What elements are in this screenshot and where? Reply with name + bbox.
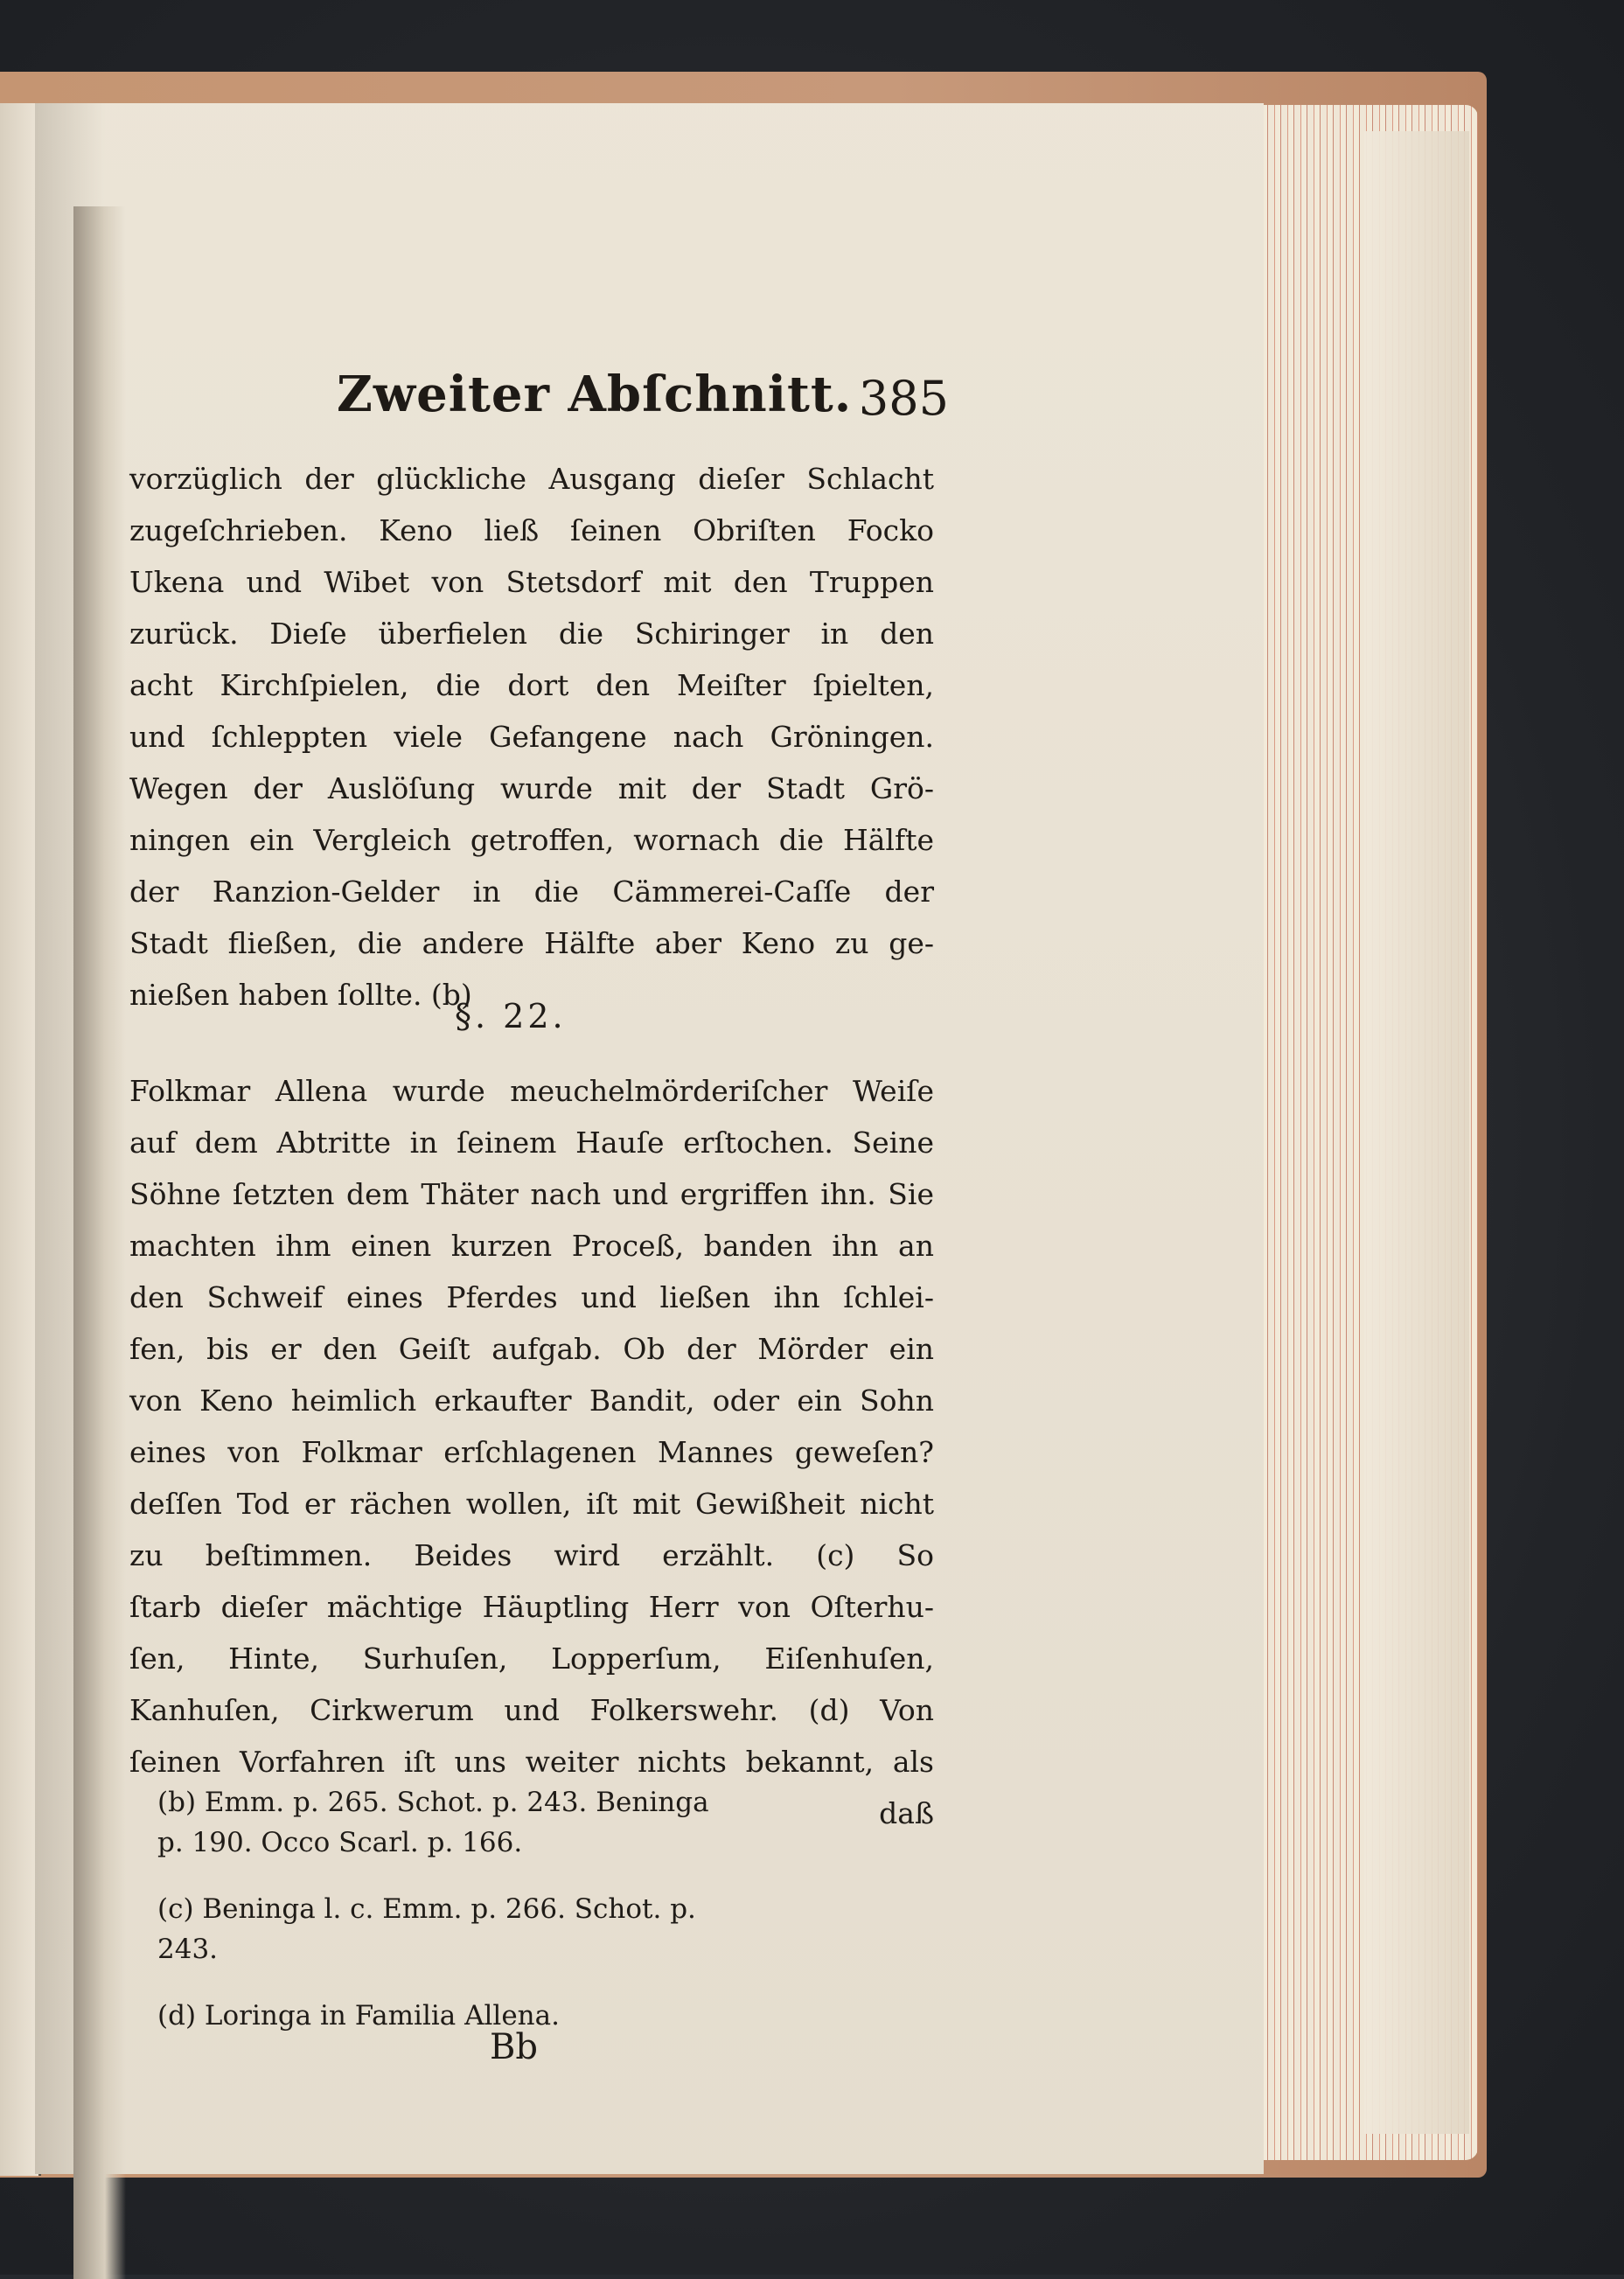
body-text-top (129, 453, 934, 1021)
text-line: zugeſchrieben. Keno ließ ſeinen Obriſten Focko (129, 513, 934, 547)
footnote-b (157, 1782, 927, 1863)
text-line: ſtarb dieſer mächtige Häuptling Herr von Oſterhu- (129, 1590, 934, 1624)
footnote-line: (c) Beninga l. c. Emm. p. 266. Schot. p. (157, 1893, 696, 1925)
text-line: Folkmar Allena wurde meuchelmörderiſcher Weiſe (129, 1074, 934, 1108)
footnote-c (157, 1889, 927, 1969)
running-title: Zweiter Abſchnitt. (337, 366, 853, 423)
text-line: auf dem Abtritte in ſeinem Hauſe erſtochen. Seine (129, 1126, 934, 1160)
text-line: eines von Folkmar erſchlagenen Mannes geweſen? (129, 1435, 934, 1469)
text-line: deſſen Tod er rächen wollen, iſt mit Gewißheit nicht (129, 1487, 934, 1521)
text-line: Wegen der Auslöſung wurde mit der Stadt Grö- (129, 771, 934, 805)
footnote-line: (b) Emm. p. 265. Schot. p. 243. Beninga (157, 1787, 709, 1818)
footnotes (157, 1782, 927, 2062)
text-line: ningen ein Vergleich getroffen, wornach die Hälfte (129, 823, 934, 857)
text-line: ſen, Hinte, Surhuſen, Lopperſum, Eiſenhuſen, (129, 1641, 934, 1676)
footnote-d (157, 1996, 927, 2036)
text-line: und ſchleppten viele Gefangene nach Gröningen. (129, 720, 934, 754)
signature-mark: Bb (490, 2027, 538, 2067)
page-edges-highlight (1364, 131, 1469, 2134)
text-line: Söhne ſetzten dem Thäter nach und ergriffen ihn. Sie (129, 1177, 934, 1211)
text-line: den Schweif eines Pferdes und ließen ihn ſchlei- (129, 1280, 934, 1314)
text-line: von Keno heimlich erkaufter Bandit, oder ein Sohn (129, 1383, 934, 1418)
page-number: 385 (858, 371, 949, 426)
text-line: der Ranzion-Gelder in die Cämmerei-Caſſe der (129, 875, 934, 909)
section-heading: §. 22. (455, 997, 567, 1035)
body-text-bottom (129, 1065, 934, 1839)
text-line: Kanhuſen, Cirkwerum und Folkerswehr. (d) Von (129, 1693, 934, 1727)
footnote-line: 243. (157, 1934, 219, 1965)
text-line: ſeinen Vorfahren iſt uns weiter nichts bekannt, als (129, 1745, 934, 1779)
text-line: nießen haben ſollte. (b) (129, 978, 472, 1012)
page-header (337, 366, 949, 444)
text-line: Stadt fließen, die andere Hälfte aber Keno zu ge- (129, 926, 934, 960)
book-page (35, 103, 1264, 2174)
text-line: zu beſtimmen. Beides wird erzählt. (c) So (129, 1538, 934, 1572)
text-line: machten ihm einen kurzen Proceß, banden ihn an (129, 1229, 934, 1263)
text-line: zurück. Dieſe überfielen die Schiringer in den (129, 617, 934, 651)
text-line: vorzüglich der glückliche Ausgang dieſer Schlacht (129, 462, 934, 496)
text-line: fen, bis er den Geiſt aufgab. Ob der Mörder ein (129, 1332, 934, 1366)
text-line: Ukena und Wibet von Stetsdorf mit den Truppen (129, 565, 934, 599)
catchword: daß (879, 1796, 934, 1830)
footnote-line: (d) Loringa in Familia Allena. (157, 2000, 560, 2032)
text-line: acht Kirchſpielen, die dort den Meiſter ſpielten, (129, 668, 934, 702)
page-gutter (73, 206, 126, 2279)
footnote-line: p. 190. Occo Scarl. p. 166. (157, 1827, 523, 1858)
